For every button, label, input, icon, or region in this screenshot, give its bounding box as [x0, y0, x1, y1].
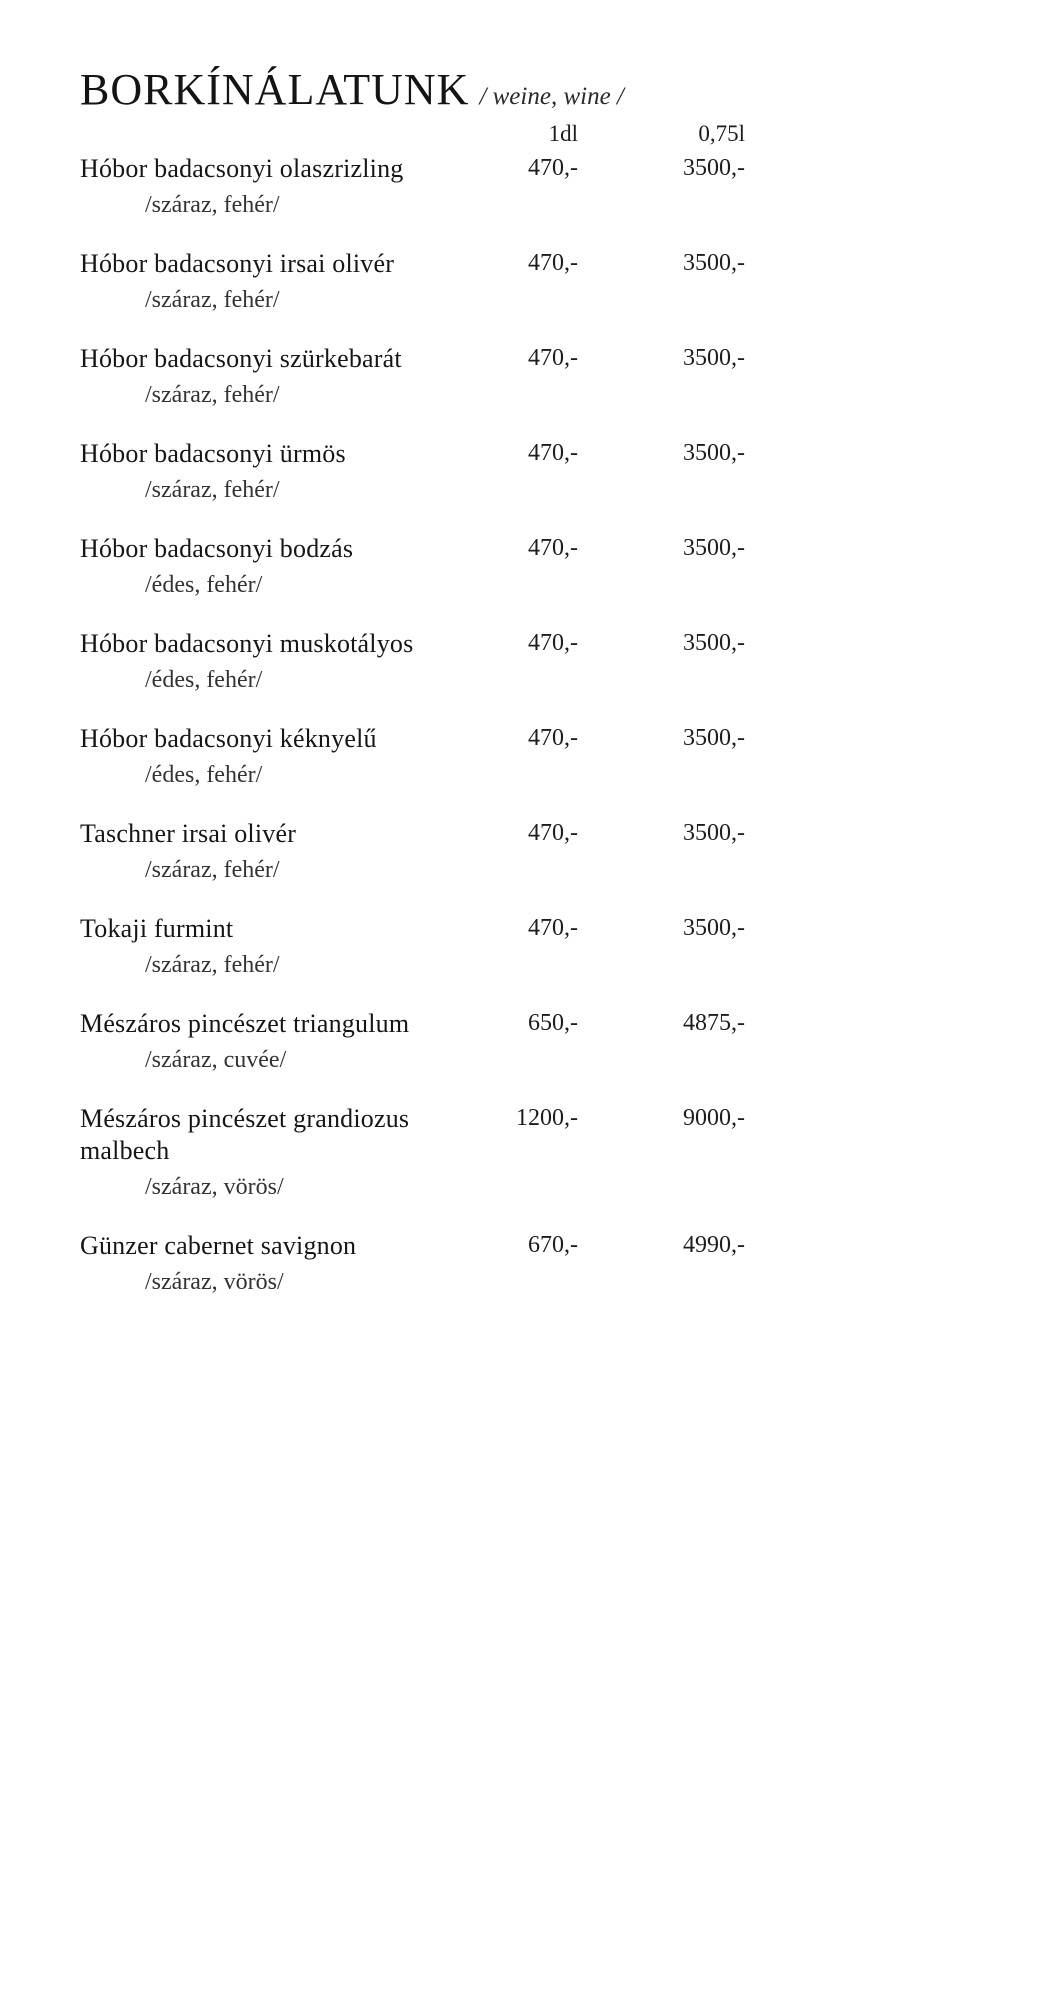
wine-list-item: [80, 723, 745, 790]
wine-list-item: [80, 913, 745, 980]
wine-price-1dl: 470,-: [528, 440, 578, 466]
wine-price-0-75l: 4875,-: [683, 1010, 745, 1036]
wine-price-0-75l: 3500,-: [683, 345, 745, 371]
wine-price-0-75l: 3500,-: [683, 155, 745, 181]
wine-price-1dl: 470,-: [528, 725, 578, 751]
page-subtitle: / weine, wine /: [479, 83, 624, 110]
wine-item-text: [80, 723, 490, 790]
wine-name: Hóbor badacsonyi muskotályos: [80, 629, 414, 658]
wine-description: /édes, fehér/: [145, 667, 263, 693]
page-title: BORKÍNÁLATUNK: [80, 65, 470, 114]
wine-name: Hóbor badacsonyi ürmös: [80, 439, 346, 468]
wine-price-1dl: 470,-: [528, 630, 578, 656]
wine-name: Hóbor badacsonyi bodzás: [80, 534, 354, 563]
wine-list-item: [80, 1103, 745, 1202]
wine-price-1dl: 470,-: [528, 155, 578, 181]
wine-list-item: [80, 438, 745, 505]
wine-description: /édes, fehér/: [145, 762, 263, 788]
wine-price-0-75l: 3500,-: [683, 535, 745, 561]
wine-price-0-75l: 3500,-: [683, 915, 745, 941]
wine-price-0-75l: 3500,-: [683, 630, 745, 656]
column-header-1dl: 1dl: [548, 121, 578, 146]
wine-price-0-75l: 9000,-: [683, 1105, 745, 1131]
wine-list-item: [80, 248, 745, 315]
wine-price-1dl: 650,-: [528, 1010, 578, 1036]
wine-description: /száraz, cuvée/: [145, 1047, 287, 1073]
wine-name: Günzer cabernet savignon: [80, 1231, 357, 1260]
wine-list-item: [80, 818, 745, 885]
menu-header: [80, 64, 1050, 115]
wine-item-text: [80, 153, 490, 220]
wine-item-text: [80, 1008, 490, 1075]
wine-description: /édes, fehér/: [145, 572, 263, 598]
wine-name: Hóbor badacsonyi olaszrizling: [80, 154, 404, 183]
wine-list-item: [80, 628, 745, 695]
wine-name: Mészáros pincészet grandiozus malbech: [80, 1104, 410, 1165]
wine-list: [80, 153, 1050, 1297]
wine-list-item: [80, 343, 745, 410]
wine-list-item: [80, 1230, 745, 1297]
column-header-row: [80, 121, 745, 147]
wine-price-1dl: 470,-: [528, 345, 578, 371]
wine-name: Hóbor badacsonyi irsai olivér: [80, 249, 395, 278]
wine-price-1dl: 1200,-: [516, 1105, 578, 1131]
wine-name: Tokaji furmint: [80, 914, 234, 943]
column-header-spacer: [80, 121, 490, 147]
wine-description: /száraz, fehér/: [145, 477, 280, 503]
wine-price-1dl: 470,-: [528, 820, 578, 846]
wine-price-1dl: 470,-: [528, 915, 578, 941]
wine-name: Mészáros pincészet triangulum: [80, 1009, 410, 1038]
wine-name: Hóbor badacsonyi szürkebarát: [80, 344, 402, 373]
wine-item-text: [80, 438, 490, 505]
wine-item-text: [80, 533, 490, 600]
wine-price-0-75l: 4990,-: [683, 1232, 745, 1258]
wine-price-1dl: 470,-: [528, 535, 578, 561]
wine-price-0-75l: 3500,-: [683, 250, 745, 276]
wine-price-1dl: 670,-: [528, 1232, 578, 1258]
wine-item-text: [80, 1103, 490, 1202]
wine-description: /száraz, fehér/: [145, 382, 280, 408]
wine-item-text: [80, 343, 490, 410]
wine-price-0-75l: 3500,-: [683, 820, 745, 846]
wine-description: /száraz, vörös/: [145, 1174, 284, 1200]
wine-name: Taschner irsai olivér: [80, 819, 297, 848]
wine-list-item: [80, 153, 745, 220]
wine-description: /száraz, fehér/: [145, 857, 280, 883]
wine-price-0-75l: 3500,-: [683, 725, 745, 751]
wine-item-text: [80, 628, 490, 695]
wine-item-text: [80, 248, 490, 315]
wine-item-text: [80, 913, 490, 980]
wine-description: /száraz, vörös/: [145, 1269, 284, 1295]
wine-description: /száraz, fehér/: [145, 192, 280, 218]
wine-description: /száraz, fehér/: [145, 287, 280, 313]
wine-item-text: [80, 1230, 490, 1297]
wine-description: /száraz, fehér/: [145, 952, 280, 978]
column-header-0-75l: 0,75l: [698, 121, 745, 146]
wine-price-0-75l: 3500,-: [683, 440, 745, 466]
wine-list-item: [80, 533, 745, 600]
wine-name: Hóbor badacsonyi kéknyelű: [80, 724, 377, 753]
wine-item-text: [80, 818, 490, 885]
wine-price-1dl: 470,-: [528, 250, 578, 276]
wine-list-item: [80, 1008, 745, 1075]
